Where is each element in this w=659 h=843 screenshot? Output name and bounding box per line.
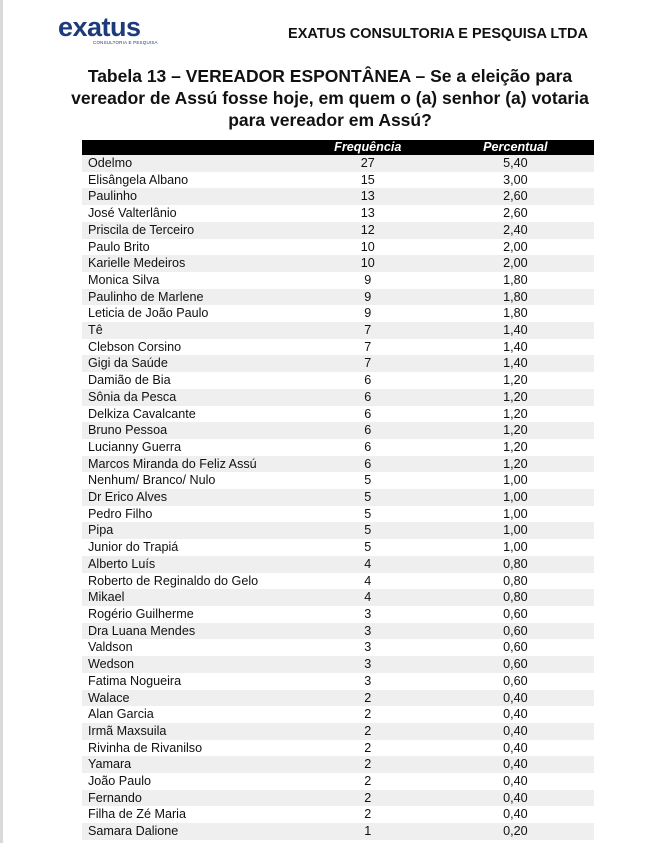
- table-row: [82, 806, 594, 823]
- cell-percentage: 1,40: [437, 339, 594, 356]
- cell-frequency: 13: [299, 205, 437, 222]
- company-name: EXATUS CONSULTORIA E PESQUISA LTDA: [288, 26, 588, 42]
- table-row: [82, 222, 594, 239]
- cell-frequency: 6: [299, 456, 437, 473]
- cell-candidate: Paulo Brito: [82, 239, 299, 256]
- cell-percentage: 5,40: [437, 155, 594, 172]
- cell-frequency: 27: [299, 155, 437, 172]
- cell-percentage: 0,60: [437, 623, 594, 640]
- header-frequency: Frequência: [299, 140, 437, 155]
- cell-candidate: Priscila de Terceiro: [82, 222, 299, 239]
- cell-candidate: Odelmo: [82, 155, 299, 172]
- cell-frequency: 2: [299, 790, 437, 807]
- cell-frequency: 15: [299, 172, 437, 189]
- cell-frequency: 9: [299, 305, 437, 322]
- cell-candidate: Damião de Bia: [82, 372, 299, 389]
- cell-percentage: 1,00: [437, 522, 594, 539]
- table-row: [82, 305, 594, 322]
- logo-subtext: CONSULTORIA E PESQUISA: [93, 40, 158, 45]
- cell-frequency: 9: [299, 272, 437, 289]
- cell-candidate: Pipa: [82, 522, 299, 539]
- table-row: [82, 723, 594, 740]
- cell-percentage: 0,40: [437, 806, 594, 823]
- cell-frequency: 6: [299, 389, 437, 406]
- cell-frequency: 2: [299, 723, 437, 740]
- cell-frequency: 5: [299, 489, 437, 506]
- cell-frequency: 3: [299, 639, 437, 656]
- cell-frequency: 4: [299, 573, 437, 590]
- cell-frequency: 3: [299, 623, 437, 640]
- cell-percentage: 1,20: [437, 456, 594, 473]
- cell-frequency: 6: [299, 422, 437, 439]
- logo-text: exatus: [58, 12, 141, 42]
- cell-frequency: 6: [299, 439, 437, 456]
- cell-percentage: 1,20: [437, 439, 594, 456]
- cell-candidate: Yamara: [82, 756, 299, 773]
- cell-percentage: 1,80: [437, 272, 594, 289]
- header-name: [82, 140, 299, 155]
- table-row: [82, 606, 594, 623]
- page-edge: [0, 0, 3, 843]
- table-row: [82, 506, 594, 523]
- cell-percentage: 2,40: [437, 222, 594, 239]
- page-header: [58, 14, 588, 48]
- cell-percentage: 0,40: [437, 723, 594, 740]
- cell-percentage: 0,60: [437, 639, 594, 656]
- cell-frequency: 2: [299, 740, 437, 757]
- table-row: [82, 773, 594, 790]
- table-row: [82, 556, 594, 573]
- cell-candidate: Leticia de João Paulo: [82, 305, 299, 322]
- cell-candidate: Valdson: [82, 639, 299, 656]
- table-row: [82, 489, 594, 506]
- cell-candidate: Lucianny Guerra: [82, 439, 299, 456]
- cell-percentage: 1,00: [437, 489, 594, 506]
- cell-frequency: 2: [299, 756, 437, 773]
- cell-percentage: 2,60: [437, 205, 594, 222]
- table-header-row: [82, 140, 594, 155]
- cell-frequency: 6: [299, 372, 437, 389]
- cell-candidate: Dr Erico Alves: [82, 489, 299, 506]
- table-row: [82, 406, 594, 423]
- cell-candidate: Mikael: [82, 589, 299, 606]
- cell-candidate: Rogério Guilherme: [82, 606, 299, 623]
- cell-percentage: 0,40: [437, 740, 594, 757]
- table-row: [82, 539, 594, 556]
- cell-percentage: 1,00: [437, 539, 594, 556]
- table-row: [82, 255, 594, 272]
- cell-percentage: 0,60: [437, 606, 594, 623]
- table-row: [82, 623, 594, 640]
- cell-candidate: Elisângela Albano: [82, 172, 299, 189]
- cell-frequency: 12: [299, 222, 437, 239]
- results-table: [82, 140, 594, 840]
- cell-frequency: 6: [299, 406, 437, 423]
- cell-percentage: 0,80: [437, 573, 594, 590]
- cell-candidate: Samara Dalione: [82, 823, 299, 840]
- cell-candidate: Filha de Zé Maria: [82, 806, 299, 823]
- cell-frequency: 7: [299, 322, 437, 339]
- cell-candidate: Alan Garcia: [82, 706, 299, 723]
- cell-percentage: 0,20: [437, 823, 594, 840]
- cell-candidate: Fernando: [82, 790, 299, 807]
- cell-frequency: 7: [299, 355, 437, 372]
- cell-frequency: 5: [299, 472, 437, 489]
- cell-frequency: 10: [299, 239, 437, 256]
- cell-percentage: 1,20: [437, 372, 594, 389]
- header-percentage: Percentual: [437, 140, 594, 155]
- cell-frequency: 13: [299, 188, 437, 205]
- table-row: [82, 339, 594, 356]
- table-row: [82, 589, 594, 606]
- cell-frequency: 3: [299, 606, 437, 623]
- cell-percentage: 0,80: [437, 556, 594, 573]
- cell-candidate: Irmã Maxsuila: [82, 723, 299, 740]
- table-row: [82, 239, 594, 256]
- cell-frequency: 3: [299, 656, 437, 673]
- cell-candidate: Dra Luana Mendes: [82, 623, 299, 640]
- table-row: [82, 355, 594, 372]
- table-row: [82, 823, 594, 840]
- cell-percentage: 0,40: [437, 756, 594, 773]
- cell-candidate: Tê: [82, 322, 299, 339]
- table-body: [82, 155, 594, 840]
- cell-candidate: Sônia da Pesca: [82, 389, 299, 406]
- cell-candidate: José Valterlânio: [82, 205, 299, 222]
- table-row: [82, 706, 594, 723]
- table-row: [82, 639, 594, 656]
- cell-frequency: 2: [299, 773, 437, 790]
- cell-percentage: 0,40: [437, 706, 594, 723]
- table-row: [82, 389, 594, 406]
- table-row: [82, 472, 594, 489]
- cell-percentage: 2,00: [437, 255, 594, 272]
- cell-frequency: 2: [299, 806, 437, 823]
- table-row: [82, 289, 594, 306]
- cell-candidate: Paulinho: [82, 188, 299, 205]
- cell-percentage: 1,00: [437, 506, 594, 523]
- cell-frequency: 10: [299, 255, 437, 272]
- table-row: [82, 740, 594, 757]
- cell-candidate: Nenhum/ Branco/ Nulo: [82, 472, 299, 489]
- table-row: [82, 372, 594, 389]
- table-row: [82, 439, 594, 456]
- table-row: [82, 456, 594, 473]
- table-row: [82, 422, 594, 439]
- cell-candidate: Karielle Medeiros: [82, 255, 299, 272]
- cell-percentage: 1,20: [437, 422, 594, 439]
- cell-frequency: 5: [299, 522, 437, 539]
- cell-percentage: 1,80: [437, 289, 594, 306]
- cell-candidate: João Paulo: [82, 773, 299, 790]
- cell-candidate: Wedson: [82, 656, 299, 673]
- table-row: [82, 790, 594, 807]
- cell-candidate: Paulinho de Marlene: [82, 289, 299, 306]
- cell-percentage: 1,40: [437, 322, 594, 339]
- cell-candidate: Marcos Miranda do Feliz Assú: [82, 456, 299, 473]
- cell-percentage: 1,80: [437, 305, 594, 322]
- table-row: [82, 656, 594, 673]
- table-row: [82, 172, 594, 189]
- cell-percentage: 0,40: [437, 690, 594, 707]
- cell-candidate: Clebson Corsino: [82, 339, 299, 356]
- cell-candidate: Fatima Nogueira: [82, 673, 299, 690]
- cell-candidate: Roberto de Reginaldo do Gelo: [82, 573, 299, 590]
- cell-percentage: 1,40: [437, 355, 594, 372]
- cell-candidate: Delkiza Cavalcante: [82, 406, 299, 423]
- cell-percentage: 2,60: [437, 188, 594, 205]
- cell-candidate: Bruno Pessoa: [82, 422, 299, 439]
- cell-candidate: Rivinha de Rivanilso: [82, 740, 299, 757]
- cell-frequency: 7: [299, 339, 437, 356]
- cell-frequency: 4: [299, 589, 437, 606]
- table-row: [82, 690, 594, 707]
- cell-percentage: 3,00: [437, 172, 594, 189]
- table-row: [82, 272, 594, 289]
- cell-candidate: Gigi da Saúde: [82, 355, 299, 372]
- cell-candidate: Junior do Trapiá: [82, 539, 299, 556]
- table-row: [82, 573, 594, 590]
- cell-candidate: Alberto Luís: [82, 556, 299, 573]
- table-row: [82, 522, 594, 539]
- cell-frequency: 9: [299, 289, 437, 306]
- cell-percentage: 2,00: [437, 239, 594, 256]
- cell-candidate: Pedro Filho: [82, 506, 299, 523]
- cell-percentage: 1,20: [437, 389, 594, 406]
- table-row: [82, 188, 594, 205]
- cell-percentage: 0,60: [437, 656, 594, 673]
- cell-percentage: 0,40: [437, 790, 594, 807]
- cell-percentage: 1,00: [437, 472, 594, 489]
- cell-frequency: 5: [299, 539, 437, 556]
- cell-percentage: 1,20: [437, 406, 594, 423]
- table-row: [82, 205, 594, 222]
- table-row: [82, 673, 594, 690]
- table-row: [82, 756, 594, 773]
- table-row: [82, 322, 594, 339]
- cell-candidate: Monica Silva: [82, 272, 299, 289]
- cell-candidate: Walace: [82, 690, 299, 707]
- cell-frequency: 3: [299, 673, 437, 690]
- cell-percentage: 0,40: [437, 773, 594, 790]
- cell-percentage: 0,60: [437, 673, 594, 690]
- exatus-logo: [58, 14, 163, 48]
- cell-frequency: 5: [299, 506, 437, 523]
- cell-frequency: 2: [299, 690, 437, 707]
- table-row: [82, 155, 594, 172]
- cell-frequency: 4: [299, 556, 437, 573]
- table-title: Tabela 13 – VEREADOR ESPONTÂNEA – Se a eleição para vereador de Assú fosse hoje, em quem o (a) senhor (a) votaria para vereador em Assú?: [71, 66, 589, 130]
- cell-percentage: 0,80: [437, 589, 594, 606]
- cell-frequency: 1: [299, 823, 437, 840]
- cell-frequency: 2: [299, 706, 437, 723]
